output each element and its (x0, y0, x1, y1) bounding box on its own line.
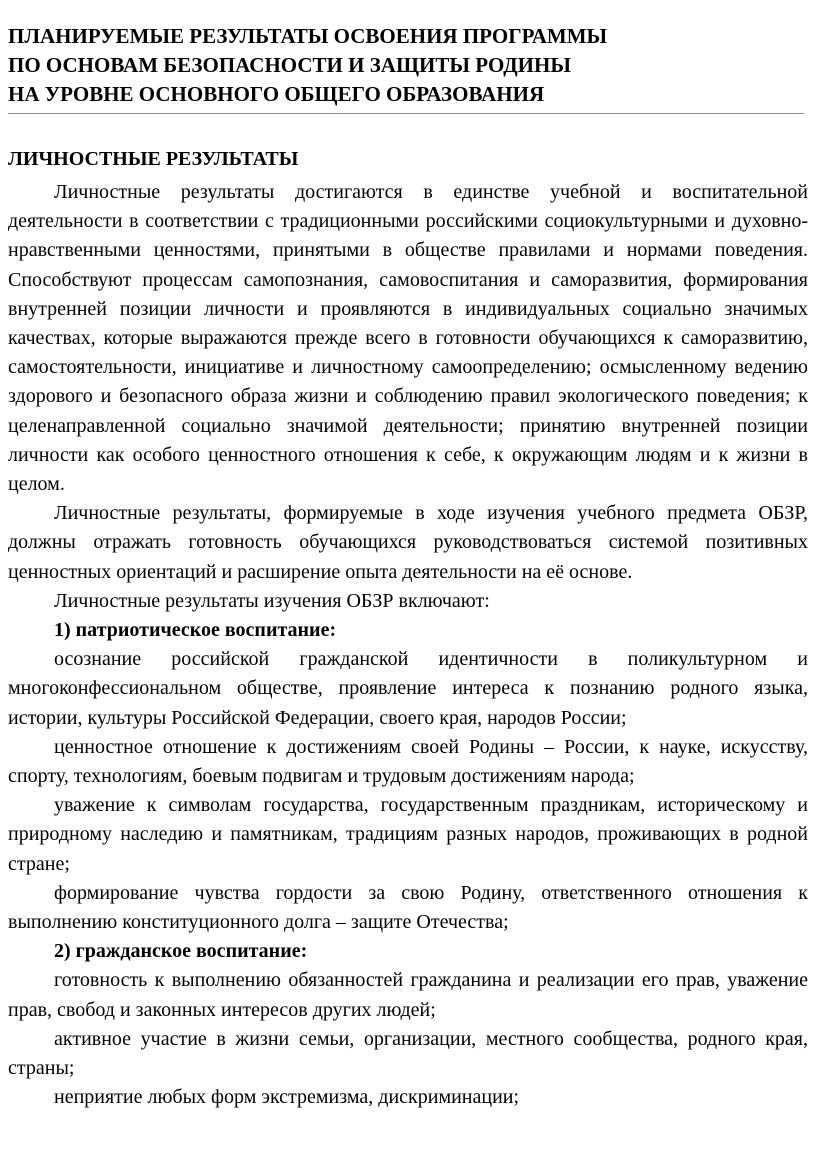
list-item: активное участие в жизни семьи, организации, местного сообщества, родного края, страны; (8, 1027, 808, 1080)
header-divider (8, 113, 804, 114)
list-item: готовность к выполнению обязанностей гражданина и реализации его прав, уважение прав, свобод и законных интересов других людей; (8, 969, 808, 1021)
paragraph-intro: Личностные результаты достигаются в единстве учебной и воспитательной деятельности в соответствии с традиционными российскими социокультурными и духовно-нравственными ценностями, принятыми в обществе правилами и нормами поведения. Способствуют процессам самопознания, самовоспитания и саморазвития, формирования внутренней позиции личности и проявляются в индивидуальных социально значимых качествах, которые выражаются прежде всего в готовности обучающихся к саморазвитию, самостоятельности, инициативе и личностному самоопределению; осмысленному ведению здорового и безопасного образа жизни и соблюдению правил экологического поведения; к целенаправленной социально значимой деятельности; принятию внутренней позиции личности как особого ценностного отношения к себе, к окружающим людям и к жизни в целом. (8, 181, 808, 496)
header-line-3: НА УРОВНЕ ОСНОВНОГО ОБЩЕГО ОБРАЗОВАНИЯ (8, 82, 545, 106)
subheading-civic: 2) гражданское воспитание: (54, 940, 308, 963)
list-item: формирование чувства гордости за свою Родину, ответственного отношения к выполнению конституционного долга – защите Отечества; (8, 881, 808, 934)
paragraph-results-include: Личностные результаты изучения ОБЗР включают: (54, 589, 490, 612)
document-body (8, 178, 808, 1113)
paragraph-obzr-results: Личностные результаты, формируемые в ходе изучения учебного предмета ОБЗР, должны отражать готовность обучающихся руководствоваться системой позитивных ценностных ориентаций и расширение опыта деятельности на её основе. (8, 502, 808, 583)
document-header (8, 22, 808, 109)
list-item: неприятие любых форм экстремизма, дискриминации; (54, 1086, 520, 1109)
subheading-patriotic: 1) патриотическое воспитание: (54, 619, 337, 642)
list-item: осознание российской гражданской идентичности в поликультурном и многоконфессиональном обществе, проявление интереса к познанию родного языка, истории, культуры Российской Федерации, своего края, народов России; (8, 648, 808, 729)
header-line-1: ПЛАНИРУЕМЫЕ РЕЗУЛЬТАТЫ ОСВОЕНИЯ ПРОГРАММЫ (8, 24, 608, 48)
header-line-2: ПО ОСНОВАМ БЕЗОПАСНОСТИ И ЗАЩИТЫ РОДИНЫ (8, 53, 571, 77)
list-item: ценностное отношение к достижениям своей Родины – России, к науке, искусству, спорту, технологиям, боевым подвигам и трудовым достижениям народа; (8, 735, 808, 788)
list-item: уважение к символам государства, государственным праздникам, историческому и природному наследию и памятникам, традициям разных народов, проживающих в родной стране; (8, 794, 808, 875)
section-title: ЛИЧНОСТНЫЕ РЕЗУЛЬТАТЫ (8, 148, 299, 170)
